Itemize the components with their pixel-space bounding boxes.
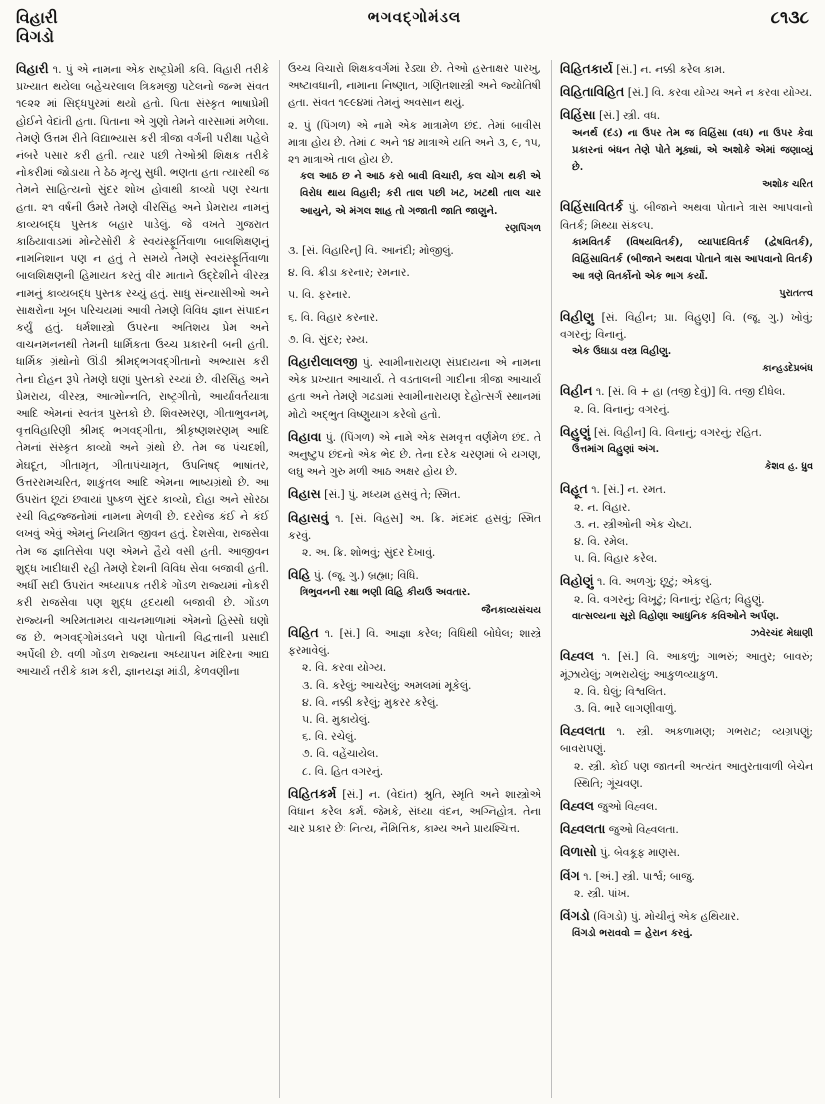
entry-sense: ૪. વિ. નક્કી કરેલું; મુકરર કરેલું. [302, 695, 439, 709]
entry-definition: ૭. વિ. સુંદર; રમ્ય. [288, 332, 369, 346]
entry-headword: વિહિત [288, 624, 319, 640]
dictionary-entry [560, 820, 813, 838]
guide-word-last: વિગડો [16, 27, 55, 46]
entry-definition: ઉચ્ચ વિચારો શિક્ષકવર્ગમાં રેડ્યા છે. તેઓ હસ્તાક્ષર પારખુ, અષ્ટાવધાની, નામાના નિષ્ણાત, ગણિતશાસ્ત્રી અને જ્યોતિષી હતા. સંવત ૧૯૯૪માં તેમનું અવસાન થયું. [288, 62, 541, 110]
page-number: ૮૧૩૮ [770, 8, 809, 28]
entry-headword: વિહારીલાલજી [288, 354, 358, 370]
entry-headword: વિહીન [560, 383, 593, 399]
entry-definition: [સં.] વિ. કરવા યોગ્ય અને ન કરવા યોગ્ય. [627, 86, 813, 100]
entry-sense: ૨. વિ. વગરનું; વિખૂટું; વિનાનું; રહિત; વિહુણું. [574, 592, 765, 606]
entry-headword: વિહાસ [288, 486, 321, 502]
dictionary-entry [288, 117, 541, 237]
entry-sense: ૨. સ્ત્રી. કોઈ પણ જાતની અત્યંત આતુરતાવાળી બેચેન સ્થિતિ; ગૂંચવણ. [574, 759, 813, 790]
dictionary-entry [16, 60, 269, 680]
entry-headword: વિહ્વલતા [560, 723, 606, 739]
guide-word-first: વિહારી [16, 8, 58, 27]
entry-definition: ૨. પું (પિંગળ) એ નામે એક માત્રામેળ છંદ. તેમાં બાવીસ માત્રા હોય છે. તેમાં ૮ અને ૧૪ માત્રાએ યતિ અને ૩, ૯, ૧૫, ૨૧ માત્રાએ તાલ હોય છે. [288, 118, 541, 167]
entry-quotation: કલ આઠ છ ને આઠ કરો બાવી વિચારી, કલ ચોગ થકી એ વિરોધ થાય વિહારી; કરી તાલ પછી ખટ, ખટથી તાલ ચાર આયુને, એ મંગલ શાહ તો ગજાતી જાતિ જાણુને. [300, 171, 541, 217]
entry-headword: વિંગ [560, 867, 580, 883]
entry-definition: [સં.] ન. (વેદાંત) શ્રુતિ, સ્મૃતિ અને શાસ્ત્રોએ વિધાન કરેલ કર્મ. જેમકે, સંધ્યા વંદન, અગ્નિહોત્ર. તેના ચાર પ્રકાર છેઃ નિત્ય, નૈમિત્તિક, કામ્ય અને પ્રાયશ્ચિત્ત. [288, 787, 541, 836]
entry-headword: વિહિતાવિહિત [560, 84, 625, 100]
entry-definition: જુઓ વિહ્વલતા. [608, 823, 679, 837]
entry-definition: [સં.] સ્ત્રી. વધ. [598, 109, 661, 123]
entry-headword: વિહ્વલ [560, 648, 595, 664]
entry-source: અશોક ચરિત [762, 179, 813, 191]
entry-sense: ૨. સ્ત્રી. પાંખ. [574, 886, 630, 900]
dictionary-entry [288, 242, 541, 259]
entry-definition: ૩. [સં. વિહારિન્] વિ. આનંદી; મોજીલું. [288, 244, 454, 258]
dictionary-entry [288, 624, 541, 780]
entry-headword: વિંગડો [560, 907, 590, 923]
dictionary-entry [288, 353, 541, 423]
entry-sense: ૪. વિ. રમેલ. [574, 535, 629, 549]
entry-definition: ૪. વિ. ક્રીડા કરનાર; રમનાર. [288, 266, 410, 280]
entry-sense: ૮. વિ. હિત વગરનું. [302, 764, 384, 778]
entry-quotation: અનર્થ (દંડ) ના ઉપર તેમ જ વિહિંસા (વધ) ના ઉપર કેવા પ્રકારનાં બંધન તેણે પોતે મૂક્યાં, એ અશોકે એમાં જણાવ્યું છે. [572, 127, 813, 174]
dictionary-entry [560, 198, 813, 302]
dictionary-entry [560, 797, 813, 815]
entry-sense: ૩. વિ. કરેલું; આચરેલું; અમલમાં મૂકેલું. [302, 678, 472, 692]
entry-sense: ૨. વિ. કરવા યોગ્ય. [302, 661, 387, 675]
entry-headword: વિહારી [16, 61, 49, 76]
dictionary-entry [560, 572, 813, 642]
entry-definition: પું. બેવકૂફ માણસ. [600, 846, 681, 860]
dictionary-entry [288, 286, 541, 303]
entry-sense: ૫. વિ. મુકાયેલું. [302, 712, 371, 726]
entry-headword: વિહ્વલતા [560, 821, 606, 837]
entry-definition: [સં. વિહીન; પ્રા. વિહુણ] વિ. (જૂ. ગુ.) ખોવું; વગરનું; વિનાનું. [560, 310, 813, 341]
entry-headword: વિહૂત [560, 481, 588, 497]
entry-headword: વિહાવા [288, 428, 322, 444]
entry-definition: ૧. [સં.] ન. રમત. [591, 483, 667, 497]
dictionary-entry [560, 480, 813, 567]
dictionary-entry [560, 382, 813, 417]
dictionary-entry [560, 83, 813, 101]
entry-source: ઝવેરચંદ મેઘાણી [750, 628, 813, 640]
entry-definition: ૫. વિ. ફરનાર. [288, 288, 351, 302]
entry-definition: ૧. [સં. વિ + હા (તજી દેવું)] વિ. તજી દીધેલ. [595, 385, 786, 399]
entry-headword: વિહિતકર્મ [288, 785, 337, 801]
entry-headword: વિળાસો [560, 844, 597, 860]
entry-definition: ૧. [સં.] વિ. આકળું; ગાભરું; આતુર; બાવરું; મૂંઝાયેલું; ગભરાયેલું; આકુળવ્યાકુળ. [560, 650, 813, 681]
entry-definition: [સં.] ન. નક્કી કરેલ કામ. [616, 63, 726, 76]
entry-sense: ૨. અ. ક્રિ. શોભવું; સુંદર દેખાવું. [302, 546, 436, 560]
dictionary-entry [288, 309, 541, 326]
dictionary-entry [560, 907, 813, 942]
entry-source: રણપિંગળ [505, 222, 541, 234]
entry-headword: વિહિતકાર્ય [560, 61, 613, 76]
column-3 [551, 60, 813, 1098]
entry-definition: ૧. [સં.] વિ. આજ્ઞા કરેલ; વિધિથી બોધેલ; શાસ્ત્રે ફરમાવેલું. [288, 626, 541, 658]
entry-definition: જુઓ વિહ્વલ. [597, 799, 658, 813]
entry-headword: વિહુણું [560, 423, 591, 439]
entry-headword: વિહિ [288, 567, 311, 583]
dictionary-entry [560, 722, 813, 792]
entry-headword: વિહ્વલ [560, 797, 595, 813]
entry-headword: વિહિંસા [560, 107, 596, 123]
entry-definition: પું. (જૂ. ગુ.) બ્રહ્મા; વિધિ. [313, 569, 419, 583]
entry-quotation: કામવિતર્ક (વિષયવિતર્ક), વ્યાપાદવિતર્ક (દ્વેષવિતર્ક), વિહિંસાવિતર્ક (બીજાને અથવા પોતાને ત્રાસ આપવાનો વિતર્ક) આ ત્રણે વિતર્કોનો એક ભાગ કર્યો. [572, 236, 813, 283]
dictionary-entry [560, 308, 813, 378]
entry-headword: વિહિંસાવિતર્ક [560, 199, 624, 215]
columns-container [16, 60, 813, 1098]
entry-definition: ૧. વિ. અળગું; છૂટું; એકલું. [596, 575, 713, 589]
entry-source: જૈનકાવ્યસંચય [481, 604, 541, 616]
entry-headword: વિહાસવું [288, 509, 329, 525]
dictionary-entry [288, 428, 541, 481]
column-1 [16, 60, 269, 1098]
entry-definition: [સં. વિહીન] વિ. વિનાનું; વગરનું; રહિત. [593, 425, 762, 439]
entry-definition: ૧. સ્ત્રી. અકળામણ; ગભરાટ; વ્યગ્રપણું; બાવરાપણું. [560, 725, 813, 756]
entry-definition: ૧. [સં. વિહસ] અ. ક્રિ. મંદમંદ હસવું; સ્મિત કરવું. [288, 511, 541, 542]
dictionary-entry [560, 60, 813, 78]
dictionary-entry [288, 509, 541, 562]
column-2 [279, 60, 541, 1098]
entry-quotation: ઉત્તમાંગ વિહુણાં અંગ. [572, 444, 660, 456]
entry-source: કેશવ હ. ધ્રુવ [764, 461, 813, 473]
entry-sense: ૫. વિ. વિહાર કરેલ. [574, 552, 658, 566]
entry-definition: ૬. વિ. વિહાર કરનાર. [288, 310, 379, 324]
entry-sense: ૨. વિ. ઘેલું; વિશ્વલિત. [574, 684, 667, 698]
entry-quotation: ત્રિભુવનની રક્ષા ભણી વિહિ કીયઉ અવતાર. [300, 587, 471, 599]
dictionary-entry [560, 423, 813, 476]
entry-definition: પું. (પિંગળ) એ નામે એક સમવૃત્ત વર્ણમેળ છંદ. તે અનુષ્ટુપ છંદનો એક ભેદ છે. તેના દરેક ચરણમાં બે યગણ, લઘુ અને ગુરુ મળી આઠ અક્ષર હોય છે. [288, 430, 541, 479]
entry-sense: ૭. વિ. વહેંચાયેલ. [302, 747, 379, 761]
entry-sense: ૨. ન. વિહાર. [574, 500, 631, 514]
entry-sense: ૩. ન. સ્ત્રીઓની એક ચેષ્ટા. [574, 517, 693, 531]
dictionary-entry [288, 264, 541, 281]
entry-definition: પું. બીજાને અથવા પોતાને ત્રાસ આપવાનો વિતર્ક; મિથ્યા સંકલ્પ. [560, 201, 813, 232]
dictionary-entry [560, 647, 813, 717]
dictionary-entry [288, 485, 541, 503]
dictionary-entry [288, 785, 541, 838]
entry-quotation: વાત્સલ્યના સૂરો વિહોણા આધુનિક કવિઓને અર્પણ. [572, 610, 780, 622]
entry-definition: ૧. પું એ નામના એક રાષ્ટ્રપ્રેમી કવિ. વિહારી તરીકે પ્રખ્યાત થયેલા બહેચરલાલ ત્રિકમજી પટેલનો જન્મ સંવત ૧૯૨૨ માં સિદ્ધપુરમાં થયો હતો. પિતા સંસ્કૃત ભાષાપ્રેમી હોઈને વેદાંતી હતા. પિતાના એ ગુણો તેમને વારસામાં મળેલા. તેમણે ઉત્તમ રીતે વિદ્યાભ્યાસ કરી ત્રીજા વર્ગની પરીક્ષા પહેલે નંબરે પસાર કરી હતી. ત્યાર પછી તેઓશ્રી શિક્ષક તરીકે નોકરીમાં જોડાયા તે ઠેઠ મૃત્યુ સુધી. ભણતા હતા ત્યારથી જ તેમને સાહિત્યનો સુંદર શોખ હોવાથી કાવ્યો પણ રચતા હતા. ૨૧ વર્ષની ઉંમરે તેમણે વીરસિંહ અને પ્રેમરાય નામનું કાવ્યબદ્ધ પુસ્તક બહાર પાડેલું. જે વખતે ગુજરાત કાઠિયાવાડમાં મોન્ટેસોરી કે સ્વયંસ્ફૂર્તિવાળા બાલશિક્ષણનું નામનિશાન પણ ન હતું તે સમયે તેમણે સ્વયંસ્ફૂર્તિવાળા બાલશિક્ષણની હિમાયત કરતું વીર માતાને ઉદ્દેશીને વીરસ્ત્ર નામનું કાવ્યબદ્ધ પુસ્તક રચ્યું હતું. સાધુ સંન્યાસીઓ અને સાક્ષરોના ખૂબ પરિચયમાં આવી તેમણે વિવિધ જ્ઞાન સંપાદન કર્યું હતું. ધર્મશાસ્ત્રો ઉપરના અતિશય પ્રેમ અને વાચનમનનથી તેમની ધાર્મિકતા ઉચ્ચ પ્રકારની બની હતી. ધાર્મિક ગ્રંથોનો ઊંડી શ્રીમદ્ભગવદ્ગીતાનો અભ્યાસ કરી તેના દોહન રૂપે તેમણે ઘણાં પુસ્તકો રચ્યાં છે. વીરસિંહ અને પ્રેમરાય, વીરસ્ત્ર, આત્મોન્નતિ, રાષ્ટ્રગીતો, આર્યાવર્તયાત્રા આદિ એમનાં સ્વતંત્ર પુસ્તકો છે. શિવસ્મરણ, ગીતાભુવનમ્, વૃત્તવિહારિણી શ્રીમદ્ ભગવદ્ગીતા, શ્રીકૃષ્ણશરણમ્ આદિ તેમનાં સંસ્કૃત કાવ્યો અને ગ્રંથો છે. તેમ જ પંચદશી, મેઘદૂત, ગીતામૃત, ગીતાપંચામૃત, ઉપનિષદ્ ભાષાંતર, ઉત્તરરામચરિત, શાકુંતલ આદિ એમના ભાષ્યગ્રંથો છે. આ ઉપરાંત છૂટાં છવાયાં પુષ્કળ સુંદર કાવ્યો, દોહા અને સોરઠા રચી વિદ્વજ્જનોમાં નામના મેળવી છે. દરરોજ કંઈ ને કંઈ લખવું એવું એમનું નિયમિત જીવન હતું. દેશસેવા, રાજસેવા તેમ જ જ્ઞાતિસેવા પણ એમને હૈયે વસી હતી. આજીવન શુદ્ધ ખાદીધારી રહી તેમણે દેશની વિવિધ સેવા બજાવી હતી. અર્ધી સદી ઉપરાંત અધ્યાપક તરીકે ગોંડળ રાજ્યમાં નોકરી કરી રાજસેવા પણ શુદ્ધ હૃદયથી બજાવી છે. ગોંડળ રાજ્યની અરિમતામય વાચનમાળામાં એમનો હિસ્સો ઘણો જ છે. ભગવદ્ગોમંડલને પણ પોતાની વિદ્વત્તાની પ્રસાદી અર્પેલી છે. વળી ગોંડળ રાજ્યના અધ્યાપન મંદિરના આદ્ય આચાર્ય તરીકે કામ કરી, જ્ઞાનયજ્ઞ માંડી, કેળવણીના [16, 63, 269, 679]
entry-source: પુરાતત્ત્વ [779, 288, 813, 300]
page-title: ભગવદ્ગોમંડલ [367, 8, 462, 26]
entry-source: કાન્હડદેપ્રબંધ [762, 363, 813, 375]
entry-quotation: વિંગડો ભરાવવો = હેરાન કરવું. [572, 928, 693, 940]
dictionary-entry [288, 60, 541, 112]
entry-quotation: એક ઉઘાડા વસ્ત્ર વિહીણુ. [572, 346, 672, 358]
entry-sense: ૩. વિ. ભારે લાગણીવાળું. [574, 701, 677, 715]
entry-headword: વિહીણુ [560, 308, 594, 324]
entry-definition: ૧. [અં.] સ્ત્રી. પાર્શ્વ; બાજુ. [583, 869, 695, 883]
entry-definition: પું. સ્વામીનારાયણ સંપ્રદાયના એ નામના એક પ્રખ્યાત આચાર્ય. તે વડતાલની ગાદીના ત્રીજા આચાર્ય હતા અને તેમણે ગઢડામાં સ્વામીનારાયણ દેહોત્સર્ગ સ્થાનમાં મોટો અદ્ભુત વિષ્ણુયાગ કરેલો હતો. [288, 356, 541, 421]
dictionary-entry [288, 331, 541, 348]
entry-headword: વિહોણું [560, 573, 594, 589]
entry-definition: (વિંગડો) પું. મોચીનું એક હથિયાર. [593, 909, 740, 923]
dictionary-entry [560, 106, 813, 193]
dictionary-entry [560, 867, 813, 902]
dictionary-entry [288, 566, 541, 619]
entry-sense: ૬. વિ. રચેલું. [302, 730, 357, 744]
entry-definition: [સં.] પું. મધ્યમ હસવું તે; સ્મિત. [324, 488, 461, 502]
dictionary-entry [560, 843, 813, 861]
entry-sense: ૨. વિ. વિનાનું; વગરનું. [574, 402, 670, 416]
page-header [16, 8, 813, 60]
